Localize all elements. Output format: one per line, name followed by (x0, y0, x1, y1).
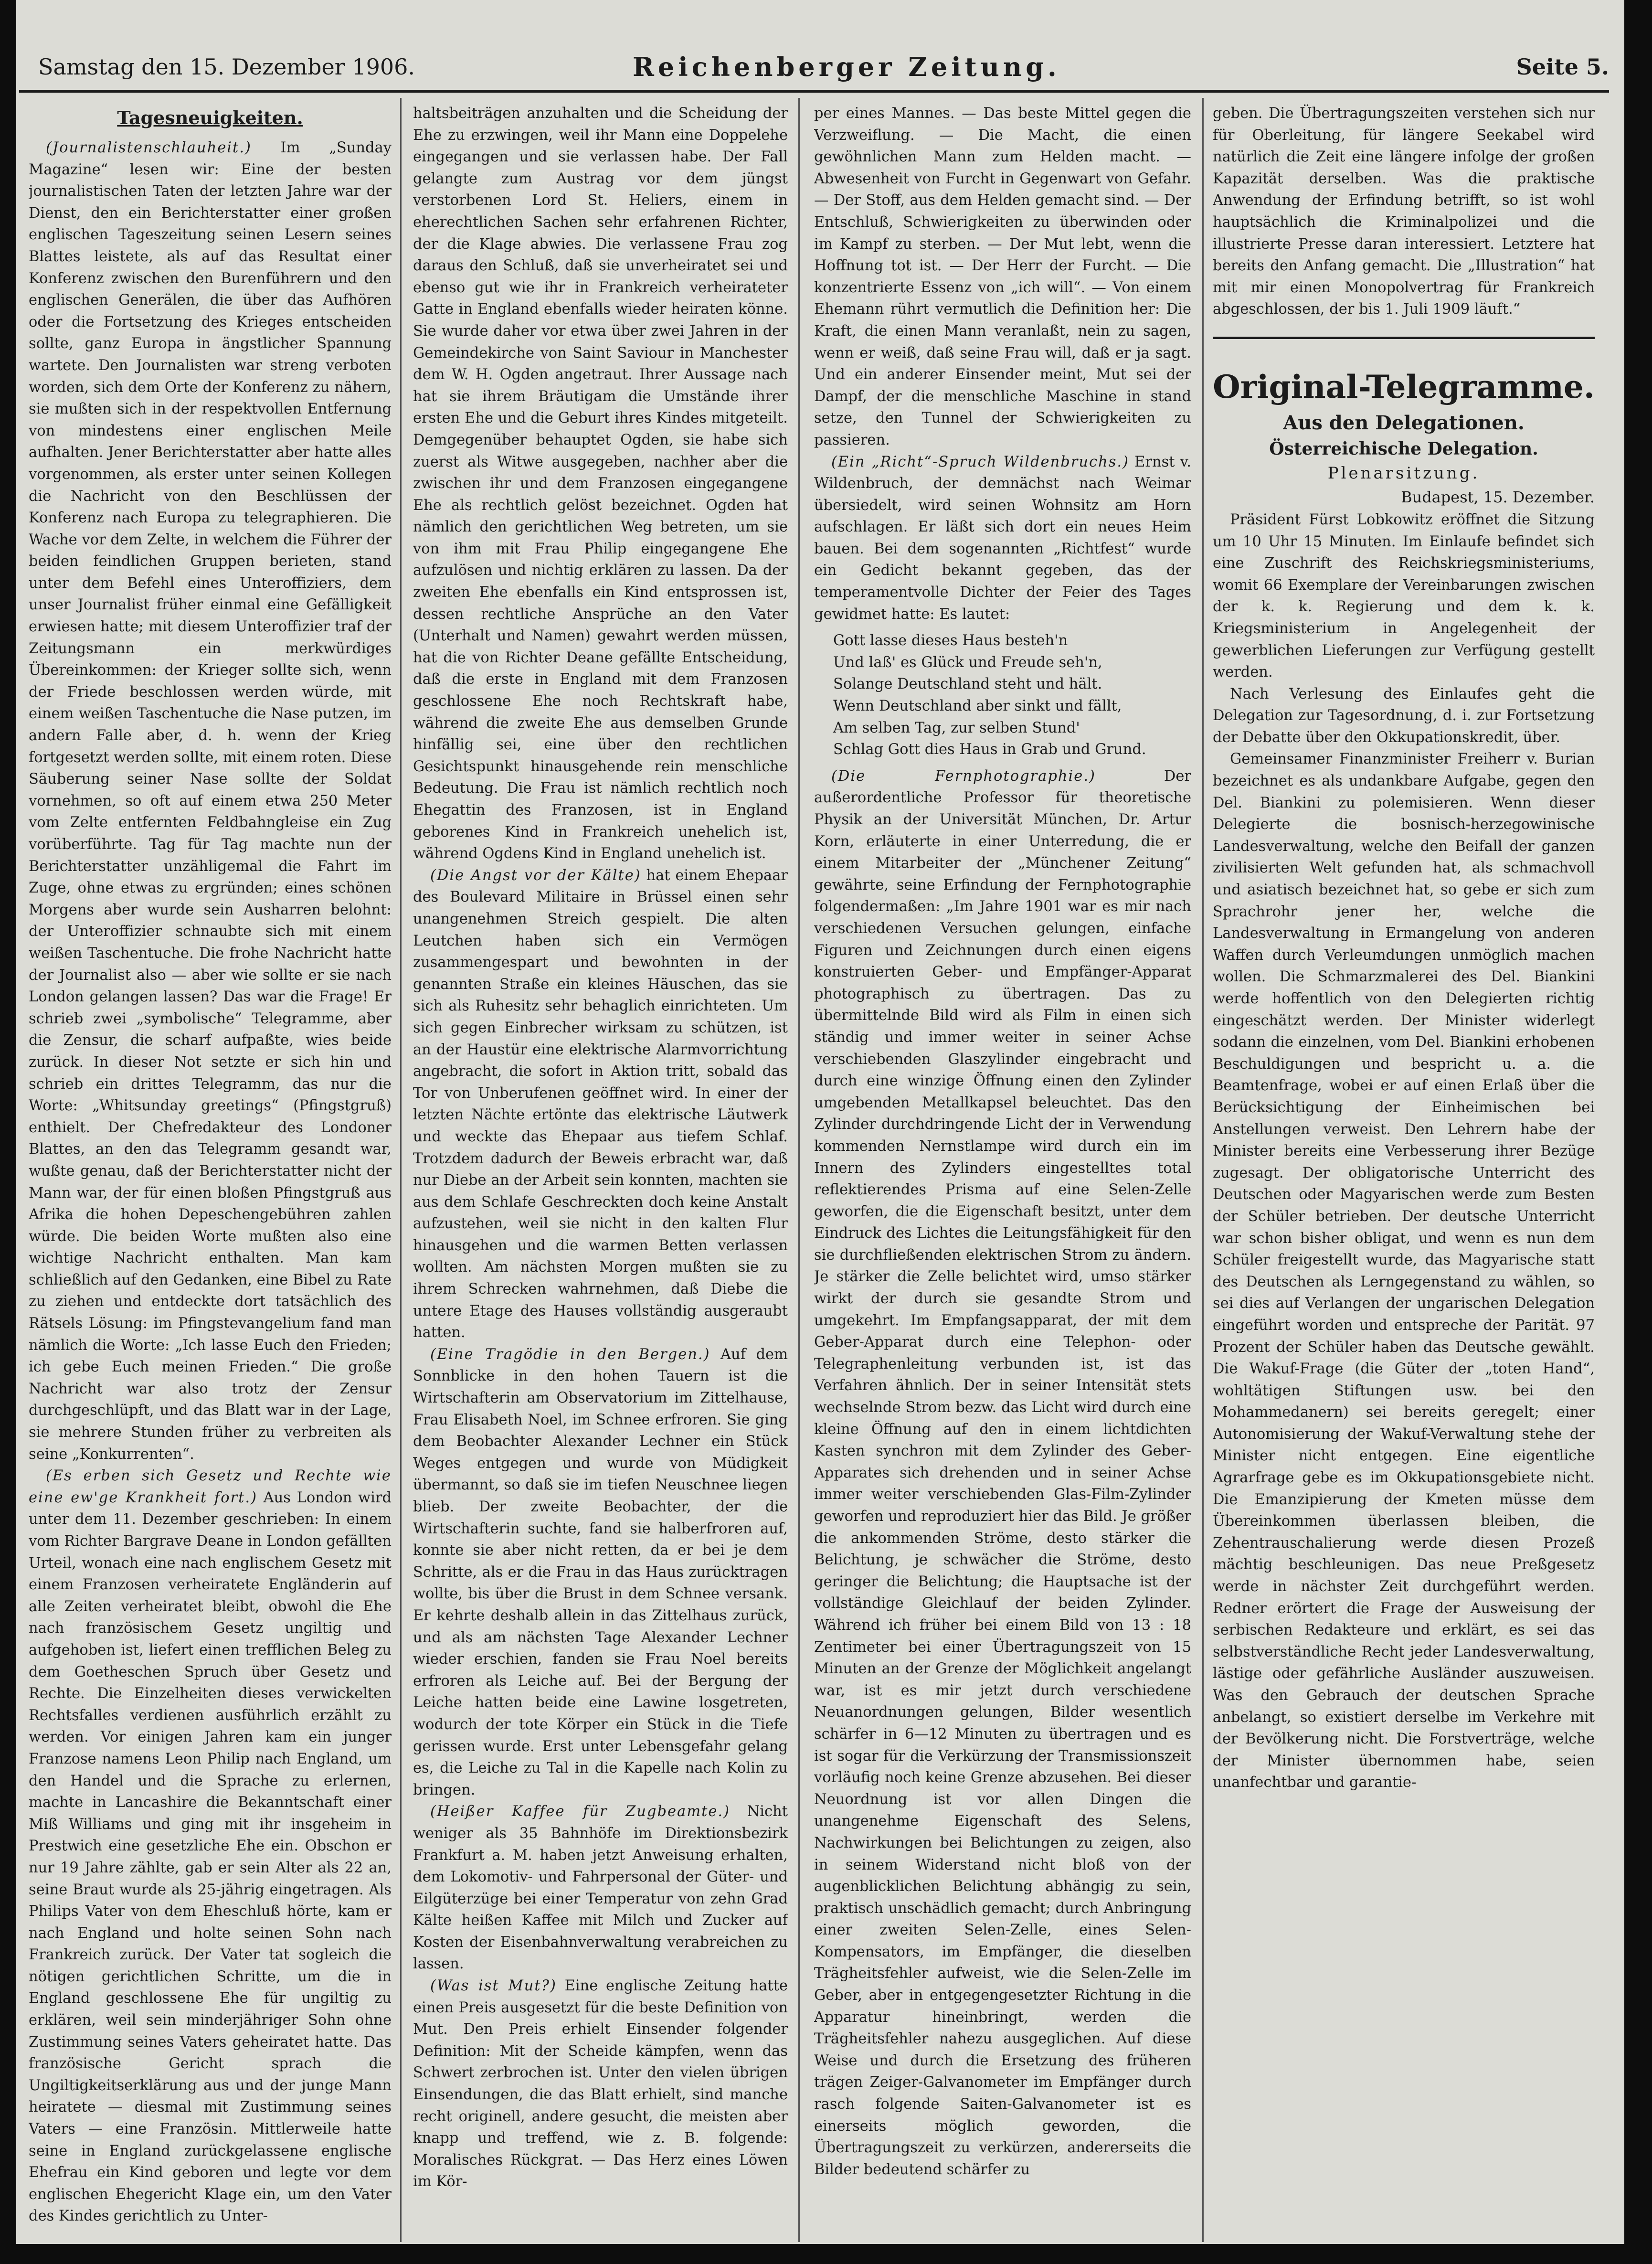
article-fernphotographie (814, 765, 1191, 2181)
article-heading: (Eine Tragödie in den Bergen.) (430, 1346, 710, 1363)
masthead (19, 44, 1609, 90)
article-heading: (Was ist Mut?) (430, 1977, 557, 1995)
article-text: hat einem Ehepaar des Boulevard Militaire in Brüssel einen sehr unangenehmen Streich gespielt. Die alten Leutchen haben sich ein Vermögen zusammengespart und bewohnten in der genannten Straße ein kleines Häuschen, das sie sich als Ruhesitz sehr behaglich einrichteten. Um sich gegen Einbrecher wirksam zu schützen, ist an der Haustür eine elektrische Alarmvorrichtung angebracht, die sofort in Aktion tritt, sobald das Tor von Unberufenen geöffnet wird. In einer der letzten Nächte ertönte das elektrische Läutwerk und weckte das Ehepaar aus tiefem Schlaf. Trotzdem dadurch der Beweis erbracht war, daß nur Diebe an der Arbeit sein konnten, machten sie aus dem Schlafe Geschreckten doch keine Anstalt aufzustehen, weil sie nicht in den kalten Flur hinausgehen und die warmen Betten verlassen wollten. Am nächsten Morgen mußten sie zu ihrem Schrecken wahrnehmen, daß Diebe die untere Etage des Hauses vollständig ausgeraubt hatten. (413, 867, 788, 1341)
telegram-subheading: Aus den Delegationen. (1283, 411, 1525, 434)
poem-line: Gott lasse dieses Haus besteh'n (833, 632, 1068, 649)
dateline: Budapest, 15. Dezember. (1401, 488, 1595, 506)
column-4 (1213, 103, 1595, 2237)
article-journalistenschlauheit (29, 137, 392, 1465)
page-number: Seite 5. (1516, 54, 1609, 80)
article-tragoedie-in-den-bergen (413, 1344, 788, 1801)
column-divider (400, 98, 402, 2242)
article-gesetz-und-rechte (29, 1465, 392, 2227)
scan-edge-right (1624, 0, 1652, 2264)
article-text: Ernst v. Wildenbruch, der demnächst nach Weimar übersiedelt, wird seinen Wohnsitz am Horn aufschlagen. Er läßt sich dort ein neues Heim bauen. Bei dem sogenannten „Richtfest“ wurde ein Gedicht bekannt gegeben, das der temperamentvolle Dichter der Feier des Tages gewidmet hatte: Es lautet: (814, 453, 1191, 623)
poem-line: Solange Deutschland steht und hält. (833, 676, 1102, 693)
telegram-section-title: Original-Telegramme. (1213, 368, 1595, 405)
column-3 (814, 103, 1191, 2237)
scan-edge-left (0, 0, 16, 2264)
article-heading: (Die Angst vor der Kälte) (430, 867, 641, 884)
telegram-subheading: Österreichische Delegation. (1269, 438, 1538, 459)
section-title: Tagesneuigkeiten. (117, 107, 303, 128)
telegram-paragraph: Präsident Fürst Lobkowitz eröffnet die Sitzung um 10 Uhr 15 Minuten. Im Einlaufe befindet sich eine Zuschrift des Reichskriegsministeriums, womit 66 Exemplare der Vereinbarungen zwischen der k. k. Regierung und dem k. k. Kriegsministerium in Angelegenheit der gewerblichen Lieferungen zur Verfügung gestellt werden. (1213, 511, 1595, 681)
scan-edge-bottom (0, 2244, 1652, 2264)
article-text: Aus London wird unter dem 11. Dezember geschrieben: In einem vom Richter Bargrave Deane in London gefällten Urteil, wonach eine nach englischem Gesetz mit einem Franzosen verheiratete Engländerin auf alle Zeiten verheiratet bleibt, obwohl die Ehe nach französischem Gesetz ungiltig und aufgehoben ist, liefert einen trefflichen Beleg zu dem Goetheschen Spruch über Gesetz und Rechte. Die Einzelheiten dieses verwickelten Rechtsfalles verdienen ausführlich erzählt zu werden. Vor einigen Jahren kam ein junger Franzose namens Leon Philip nach England, um den Handel und die Sprache zu erlernen, machte in Lancashire die Bekanntschaft einer Miß Williams und ging mit ihr insgeheim in Prestwich eine gesetzliche Ehe ein. Obschon er nur 19 Jahre zählte, gab er sein Alter als 22 an, seine Braut wurde als 25-jährig eingetragen. Als Philips Vater von dem Eheschluß hörte, kam er nach England und holte seinen Sohn nach Frankreich zurück. Der Vater tat sogleich die nötigen gerichtlichen Schritte, um die in England geschlossene Ehe für ungiltig zu erklären, weil sein minderjähriger Sohn ohne Zustimmung seines Vaters geheiratet hatte. Das französische Gericht sprach die Ungiltigkeitserklärung aus und der junge Mann heiratete — diesmal mit Zustimmung seines Vaters — eine Französin. Mittlerweile hatte seine in England zurückgelassene englische Ehefrau ein Kind geboren und legte vor dem englischen Ehegericht Klage ein, um den Vater des Kindes gerichtlich zu Unter- (29, 1489, 392, 2225)
article-angst-vor-der-kaelte (413, 865, 788, 1344)
article-text: Eine englische Zeitung hatte einen Preis ausgesetzt für die beste Definition von Mut. Den Preis erhielt Einsender folgender Definition: Mit der Scheide kämpfen, wenn das Schwert zerbrochen ist. Unter den vielen übrigen Einsendungen, die das Blatt erhielt, sind manche recht originell, andere gesucht, die meisten aber knapp und treffend, wie z. B. folgende: Moralisches Rückgrat. — Das Herz eines Löwen im Kör- (413, 1977, 788, 2190)
article-richtspruch-wildenbruch (814, 451, 1191, 626)
article-text: Der außerordentliche Professor für theoretische Physik an der Universität München, Dr. Artur Korn, erläuterte in einer Unterredung, die er einem Mitarbeiter der „Münchener Zeitung“ gewährte, seine Erfindung der Fernphotographie folgendermaßen: „Im Jahre 1901 war es mir nach verschiedenen Versuchen gelungen, einfache Figuren und Zeichnungen durch einen eigens konstruierten Geber- und Empfänger-Apparat photographisch zu übertragen. Das zu übermittelnde Bild wird als Film in einen sich ständig und immer weiter in seiner Achse verschiebenden Glaszylinder eingebracht und durch eine winzige Öffnung einen den Zylinder umgebenden Metallkapsel beleuchtet. Das den Zylinder durchdringende Licht der in Verwendung kommenden Nernstlampe wird durch ein im Innern des Zylinders eingestelltes total reflektierendes Prisma auf eine Selen-Zelle geworfen, die die Eigenschaft besitzt, unter dem Eindruck des Lichtes die Leitungsfähigkeit für den sie durchfließenden elektrischen Strom zu ändern. Je stärker die Zelle belichtet wird, umso stärker wirkt der durch sie gesandte Strom und umgekehrt. Im Empfangsapparat, der mit dem Geber-Apparat durch eine Telephon- oder Telegraphenleitung verbunden ist, ist das Verfahren ähnlich. Der in seiner Intensität stets wechselnde Strom bezw. das Licht wird durch eine kleine Öffnung auf den in einem lichtdichten Kasten synchron mit dem Zylinder des Geber-Apparates sich drehenden und in seiner Achse immer weiter verschiebenden Glas-Film-Zylinder geworfen und reproduziert hier das Bild. Je größer die ankommenden Ströme, desto stärker die Belichtung, je schwächer die Ströme, desto geringer die Belichtung; die Hauptsache ist der vollständige Gleichlauf der beiden Zylinder. Während ich früher bei einem Bild von 13 : 18 Zentimeter bei einer Übertragungszeit von 15 Minuten an der Grenze der Möglichkeit angelangt war, ist es mir jetzt durch verschiedene Neuanordnungen gelungen, Bilder wesentlich schärfer in 6—12 Minuten zu übertragen und es ist sogar für die Verkürzung der Transmissionszeit vorläufig noch keine Grenze abzusehen. Bei dieser Neuordnung ist vor allen Dingen die unangenehme Eigenschaft des Selens, Nachwirkungen bei Belichtungen zu zeigen, also in seinem Widerstand nicht bloß von der augenblicklichen Belichtung abhängig zu sein, praktisch unschädlich gemacht; durch Anbringung einer zweiten Selen-Zelle, eines Selen-Kompensators, im Empfänger, die dieselben Trägheitsfehler aufweist, wie die Selen-Zelle im Geber, aber in entgegengesetzter Richtung in die Apparatur hineinbringt, werden die Trägheitsfehler nahezu ausgeglichen. Auf diese Weise und durch die Ersetzung des früheren trägen Zeiger-Galvanometer im Empfänger durch rasch folgende Saiten-Galvanometer ist es einerseits möglich geworden, die Übertragungszeit zu verkürzen, andererseits die Bilder bedeutend schärfer zu (814, 767, 1191, 2178)
poem-line: Schlag Gott dies Haus in Grab und Grund. (833, 741, 1146, 758)
column-1 (29, 103, 392, 2237)
article-continuation: per eines Mannes. — Das beste Mittel gegen die Verzweiflung. — Die Macht, die einen gewöhnlichen Mann zum Helden macht. — Abwesenheit von Furcht in Gegenwart von Gefahr. — Der Stoff, aus dem Helden gemacht sind. — Der Entschluß, Schwierigkeiten zu überwinden oder im Kampf zu sterben. — Der Mut lebt, wenn die Hoffnung tot ist. — Der Herr der Furcht. — Die konzentrierte Essenz von „ich will“. — Von einem Ehemann rührt vermutlich die Definition her: Die Kraft, die einen Mann veranlaßt, nein zu sagen, wenn er weiß, daß seine Frau will, daß er ja sagt. Und ein anderer Einsender meint, Mut sei der Dampf, der die menschliche Maschine in stand setze, den Tunnel der Schwierigkeiten zu passieren. (814, 105, 1191, 448)
column-divider (1202, 98, 1204, 2242)
issue-date: Samstag den 15. Dezember 1906. (38, 54, 415, 80)
article-continuation: geben. Die Übertragungszeiten verstehen sich nur für Oberleitung, für längere Seekabel wird natürlich die Zeit eine längere infolge der großen Kapazität derselben. Was die praktische Anwendung der Erfindung betrifft, so ist wohl hauptsächlich die Kriminalpolizei und die illustrierte Presse daran interessiert. Letztere hat bereits den Anfang gemacht. Die „Illustration“ hat mit mir einen Monopolvertrag für Frankreich abgeschlossen, der bis 1. Juli 1909 läuft.“ (1213, 105, 1595, 318)
article-text: Im „Sunday Magazine“ lesen wir: Eine der besten journalistischen Taten der letzten Jahre war der Dienst, den ein Berichterstatter einer großen englischen Tageszeitung seinen Lesern seines Blattes leistete, als auf das Resultat einer Konferenz zwischen den Burenführern und den englischen Generälen, die über das Aufhören oder die Fortsetzung des Krieges entscheiden sollte, ganz Europa in ängstlicher Spannung wartete. Den Journalisten war streng verboten worden, sich dem Orte der Konferenz zu nähern, sie mußten sich in der respektvollen Entfernung von mindestens einer englischen Meile aufhalten. Jener Berichterstatter aber hatte alles vorgenommen, als erster unter seinen Kollegen die Nachricht von den Beschlüssen der Konferenz nach Europa zu telegraphieren. Die Wache vor dem Zelte, in welchem die Führer der beiden feindlichen Gruppen berieten, stand unter dem Befehl eines Unteroffiziers, dem unser Journalist früher einmal eine Gefälligkeit erwiesen hatte; mit diesem Unteroffizier traf der Zeitungsmann ein merkwürdiges Übereinkommen: der Krieger sollte sich, wenn der Friede beschlossen werden würde, mit einem weißen Taschentuche die Nase putzen, im andern Falle aber, d. h. wenn der Krieg fortgesetzt werden sollte, mit einem roten. Diese Säuberung seiner Nase sollte der Soldat vornehmen, so oft auf einem etwa 250 Meter vom Zelte entfernten Feldbahngleise ein Zug vorüberführte. Tag für Tag machte nun der Berichterstatter unzähligemal die Fahrt im Zuge, ohne etwas zu ergründen; eines schönen Morgens aber wurde sein Ausharren belohnt: der Unteroffizier schnaubte sich mit einem weißen Taschentuche. Die frohe Nachricht hatte der Journalist also — aber wie sollte er sie nach London gelangen lassen? Das war die Frage! Er schrieb zwei „symbolische“ Telegramme, aber die Zensur, die scharf aufpaßte, wies beide zurück. In dieser Not setzte er sich hin und schrieb ein drittes Telegramm, das nur die Worte: „Whitsunday greetings“ (Pfingstgruß) enthielt. Der Chefredakteur des Londoner Blattes, an den das Telegramm gesandt war, wußte genau, daß der Berichterstatter nicht der Mann war, der für einen bloßen Pfingstgruß aus Afrika die hohen Depeschengebühren zahlen würde. Die beiden Worte mußten also eine wichtige Nachricht enthalten. Man kam schließlich auf den Gedanken, eine Bibel zu Rate zu ziehen und entdeckte dort tatsächlich des Rätsels Lösung: im Pfingstevangelium fand man nämlich die Worte: „Ich lasse Euch den Frieden; ich gebe Euch meinen Frieden.“ Die große Nachricht war also trotz der Zensur durchgeschlüpft, und das Blatt war in der Lage, sie mehrere Stunden früher zu verbreiten als seine „Konkurrenten“. (29, 139, 392, 1463)
article-text: Nicht weniger als 35 Bahnhöfe im Direktionsbezirk Frankfurt a. M. haben jetzt Anweisung erhalten, dem Lokomotiv- und Fahrpersonal der Güter- und Eilgüterzüge bei einer Temperatur von zehn Grad Kälte heißen Kaffee mit Milch und Zucker auf Kosten der Eisenbahnverwaltung verabreichen zu lassen. (413, 1803, 788, 1973)
poem-line: Am selben Tag, zur selben Stund' (833, 719, 1080, 736)
article-was-ist-mut (413, 1975, 788, 2193)
telegram-subheading: Plenarsitzung. (1327, 463, 1480, 483)
newspaper-title: Reichenberger Zeitung. (633, 52, 1060, 82)
article-continuation: haltsbeiträgen anzuhalten und die Scheidung der Ehe zu erzwingen, weil ihr Mann eine Doppelehe eingegangen und sie verlassen habe. Der Fall gelangte zum Austrag vor dem jüngst verstorbenen Lord St. Heliers, einem in eherechtlichen Sachen sehr erfahrenen Richter, der die Klage abwies. Die verlassene Frau zog daraus den Schluß, daß sie unverheiratet sei und ebenso gut wie ihr in Frankreich verheirateter Gatte in England ebenfalls wieder heiraten könne. Sie wurde daher vor etwa über zwei Jahren in der Gemeindekirche von Saint Saviour in Manchester dem W. H. Ogden angetraut. Ihrer Aussage nach hat sie ihrem Bräutigam die Umstände ihrer ersten Ehe und die Geburt ihres Kindes mitgeteilt. Demgegenüber behauptet Ogden, sie habe sich zuerst als Witwe ausgegeben, nachher aber die zwischen ihr und dem Franzosen eingegangene Ehe als rechtlich gelöst bezeichnet. Ogden hat nämlich den gerichtlichen Weg betreten, um sie von ihm mit Frau Philip eingegangene Ehe aufzulösen und nichtig erklären zu lassen. Da der zweiten Ehe ebenfalls ein Kind entsprossen ist, dessen rechtliche Ansprüche an den Vater (Unterhalt und Namen) gewahrt werden müssen, hat die von Richter Deane gefällte Entscheidung, daß die erste in England mit dem Franzosen geschlossene Ehe noch Rechtskraft habe, während die zweite Ehe aus demselben Grunde hinfällig sei, eine über den rechtlichen Gesichtspunkt hinausgehende rein menschliche Bedeutung. Die Frau ist nämlich rechtlich noch Ehegattin des Franzosen, ist in England geborenes Kind in Frankreich unehelich ist, während Ogdens Kind in England unehelich ist. (413, 105, 788, 862)
article-heisser-kaffee (413, 1801, 788, 1975)
poem-line: Und laß' es Glück und Freude seh'n, (833, 654, 1102, 671)
article-heading: (Journalistenschlauheit.) (46, 139, 252, 156)
article-heading: (Die Fernphotographie.) (831, 767, 1096, 785)
poem (833, 630, 1191, 761)
column-2 (413, 103, 788, 2237)
telegram-paragraph: Nach Verlesung des Einlaufes geht die Delegation zur Tagesordnung, d. i. zur Fortsetzung der Debatte über den Okkupationskredit, über. (1213, 685, 1595, 746)
poem-line: Wenn Deutschland aber sinkt und fällt, (833, 698, 1122, 715)
column-divider (798, 98, 800, 2242)
article-text: Auf dem Sonnblicke in den hohen Tauern ist die Wirtschafterin am Observatorium im Zittelhause, Frau Elisabeth Noel, im Schnee erfroren. Sie ging dem Beobachter Alexander Lechner ein Stück Weges entgegen und wurde von Müdigkeit übermannt, so daß sie im tiefen Neuschnee liegen blieb. Der zweite Beobachter, der die Wirtschafterin suchte, fand sie halberfroren auf, konnte sie aber nicht retten, da er bei je dem Schritte, als er die Frau in das Haus zurücktragen wollte, bis über die Brust in dem Schnee versank. Er kehrte deshalb allein in das Zittelhaus zurück, und als am nächsten Tage Alexander Lechner wieder erschien, fanden sie Frau Noel bereits erfroren als Leiche auf. Bei der Bergung der Leiche hatten beide eine Lawine losgetreten, wodurch der tote Körper ein Stück in die Tiefe gerissen wurde. Erst unter Lebensgefahr gelang es, die Leiche zu Tal in die Kapelle nach Kolin zu bringen. (413, 1346, 788, 1798)
article-heading: (Heißer Kaffee für Zugbeamte.) (430, 1803, 731, 1820)
section-rule (1213, 337, 1595, 339)
article-heading: (Ein „Richt“-Spruch Wildenbruchs.) (831, 453, 1129, 470)
telegram-paragraph: Gemeinsamer Finanzminister Freiherr v. Burian bezeichnet es als undankbare Aufgabe, gegen den Del. Biankini zu polemisieren. Wenn dieser Delegierte die bosnisch-herzegowinische Landesverwaltung, welche den Beifall der ganzen zivilisierten Welt gefunden hat, als schmachvoll und asiatisch bezeichnet hat, so gebe er sich zum Sprachrohr jener her, welche die Landesverwaltung in Ermangelung von anderen Waffen durch Verleumdungen unmöglich machen wollen. Die Schmarzmalerei des Del. Biankini werde hoffentlich von den Delegierten richtig eingeschätzt werden. Der Minister widerlegt sodann die einzelnen, vom Del. Biankini erhobenen Beschuldigungen und bespricht u. a. die Beamtenfrage, wobei er auf einen Erlaß über die Berücksichtigung der Einheimischen bei Anstellungen verweist. Den Lehrern habe der Minister bereits eine Verbesserung ihrer Bezüge zugesagt. Der obligatorische Unterricht des Deutschen oder Magyarischen werde zum Besten der Schüler betrieben. Der deutsche Unterricht war schon bisher obligat, und wenn es nun dem Schüler freigestellt wurde, das Magyarische statt des Deutschen als Lerngegenstand zu wählen, so sei dies auf Verlangen der ungarischen Delegation eingeführt worden und entspreche der Parität. 97 Prozent der Schüler haben das Deutsche gewählt. Die Wakuf-Frage (die Güter der „toten Hand“, wohltätigen Stiftungen usw. bei den Mohammedanern) sei bereits geregelt; einer Autonomisierung der Wakuf-Verwaltung stehe der Minister nicht entgegen. Eine eigentliche Agrarfrage gebe es im Okkupationsgebiete nicht. Die Emanzipierung der Kmeten müsse dem Übereinkommen überlassen bleiben, die Zehentrauschalierung werde diesen Prozeß mächtig beschleunigen. Das neue Preßgesetz werde in nächster Zeit durchgeführt werden. Redner erörtert die Frage der Ausweisung der serbischen Redakteure und erklärt, es sei das selbstverständliche Recht jeder Landesverwaltung, lästige oder gefährliche Ausländer auszuweisen. Was den Gebrauch der deutschen Sprache anbelangt, so existiert derselbe im Verkehre mit der Bevölkerung nicht. Die Forstverträge, welche der Minister übernommen habe, seien unanfechtbar und garantie- (1213, 751, 1595, 1791)
masthead-rule (19, 90, 1609, 93)
article-heading: (Es erben sich Gesetz und Rechte wie eine ew'ge Krankheit fort.) (29, 1467, 392, 1506)
